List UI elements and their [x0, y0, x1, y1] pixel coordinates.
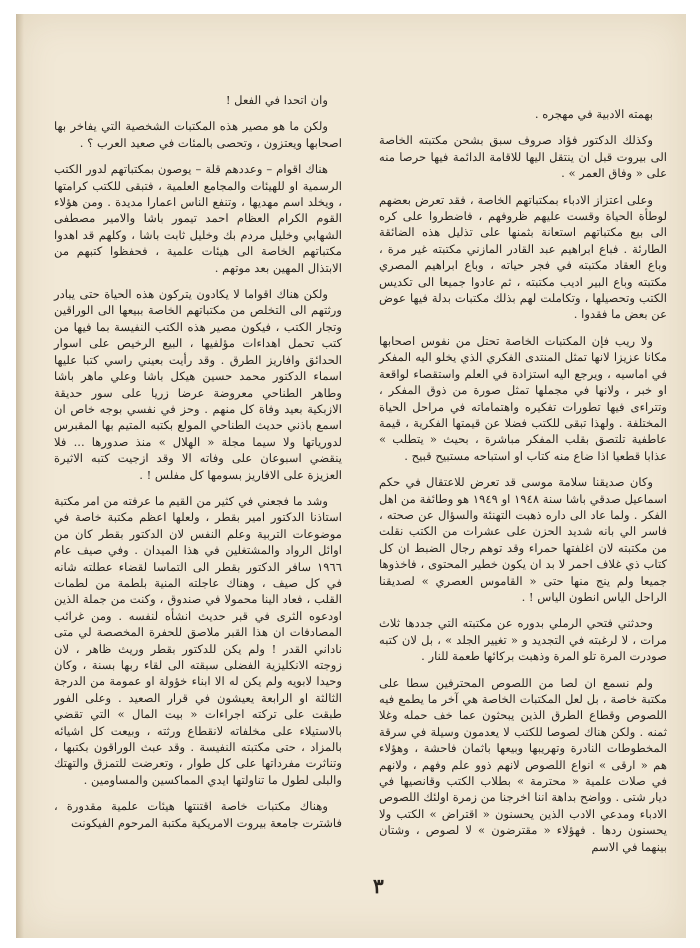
paragraph: وهناك مكتبات خاصة اقتنتها هيئات علمية مقدورة ، فاشترت جامعة بيروت الامريكية مكتبة المرحوم الفيكونت [54, 799, 342, 830]
paragraph: وكان صديقنا سلامة موسى قد تعرض للاعتقال في حكم اسماعيل صدقي باشا سنة ١٩٤٨ او ١٩٤٩ هو وطائفة من اهل الفكر . ولما عاد الى داره ذهبت التهنئة والسؤال عن صحته ، فاسر الي بانه شديد الحزن على عشرات من الكتب نقلت من مكتبته لان اغلفتها حمراء وقد توهم رجال الضبط ان كل كتاب ذي غلاف احمر لا بد ان يكون خطير المحتوى ، فاخذوها جميعا ولم ينج منها حتى « القاموس العصري » لصديقنا الراحل الياس انطون الياس ! . [379, 475, 667, 604]
paragraph: وكذلك الدكتور فؤاد صروف سبق بشحن مكتبته الخاصة الى بيروت قبل ان ينتقل اليها للاقامة الدائمة فيها حرصا منه على « وفاق العمر » . [379, 133, 667, 181]
paragraph: ولكن هناك اقواما لا يكادون يتركون هذه الحياة حتى يبادر ورثتهم الى التخلص من مكتباتهم الخاصة ببيعها الى الوراقين وتجار الكتب ، فيكون مصير هذه الكتب النفيسة بما فيها من كتب تحمل اهداءات مؤلفيها ، البيع الرخيص على اسوار الحدائق وافاريز الطرق . وقد رأيت بعيني راسي كتبا عليها اسماء الدكتور محمد حسين هيكل باشا وعلي ماهر باشا وطاهر الطناحي معروضة عرضا زريا على سور حديقة الازبكية بعيد وفاة كل منهم . وحز في نفسي بوجه خاص ان اسمع باذني حديث الطناحي المولع بكتبه المتيم بها المقبرس لدورياتها ولا سيما مجلة « الهلال » منذ صدورها ... فلا ينقضي اسبوعان على وفاته الا وقد ازجيت كتبه الاثيرة العزيزة على الافاريز بسومها كل مفلس ! . [54, 287, 342, 482]
page-number: ٣ [373, 874, 384, 898]
article-column-right [379, 106, 667, 865]
paragraph: هناك اقوام – وعددهم قلة – يوصون بمكتباتهم لدور الكتب الرسمية او للهيئات والمجامع العلمية ، فتبقى للكتب كرامتها ، ويخلد اسم مهديها ، وتنفع الناس اعمارا مديدة . ومن هؤلاء القوم الكرام العظام احمد تيمور باشا والامير مصطفى الشهابي وخليل مردم بك وخليل ثابت باشا ، وكلهم قد اهدوا مكتباتهم الخاصة الى هيئات علمية ، فحفظوا كتبهم من الابتذال المهين بعد موتهم . [54, 162, 342, 275]
paragraph: ولا ريب فإن المكتبات الخاصة تحتل من نفوس اصحابها مكانا عزيزا لانها تمثل المنتدى الفكري الذي يخلو اليه المفكر في اماسيه ، ويرجع اليه استزادة في العلم واستقصاء لواقعة او خبر ، ولانها في مجملها تمثل صورة من ذوق المفكر ، وتتراءى فيها تطورات تفكيره واهتماماته في مراحل الحياة المختلفة . ولهذا تبقى للكتب فضلا عن قيمتها الفكرية ، قيمة عاطفية تلتصق بقلب المفكر مباشرة ، بحيث « يتطلب » عذابا قطعيا اذا ضاع منه كتاب او استباحه مستبيح قبيح . [379, 333, 667, 463]
paragraph: وحدثني فتحي الرملي بدوره عن مكتبته التي جددها ثلاث مرات ، لا لرغبته في التجديد و « تغيير الجلد » ، بل لان كتبه صودرت المرة تلو المرة وذهبت بركائها طعمة للنار . [379, 616, 667, 664]
paragraph: وشد ما فجعني في كثير من القيم ما عرفته من امر مكتبة استاذنا الدكتور امير بقطر ، ولعلها اعظم مكتبة خاصة في موضوعات التربية وعلم النفس لان الدكتور بقطر كان من اوائل الرواد والمشتغلين في هذا الميدان . وفي صيف عام ١٩٦٦ سافر الدكتور بقطر الى التماسا لقضاء عطلته شانه في كل صيف ، وهناك عاجلته المنية بلطمة من لطمات القلب ، فعاد الينا محمولا في صندوق ، وكنت من جملة الذين اودعوه الثرى في قبر حديث انشأه لنفسه . ومن غرائب المصادفات ان هذا القبر ملاصق للحفرة المخصصة لي متى ناداني القدر ! ولم يكن للدكتور بقطر وريث ظاهر ، لان زوجته الانكليزية الفضلى سبقته الى لقاء ربها بسنة ، وكان وحيدا لابويه ولم يكن له الا ابناء خؤولة او عمومة من الدرجة الثالثة او الرابعة يعيشون في قرار الصعيد . وعلى الفور طبقت على تركته اجراءات « بيت المال » التي تقضي بالاستيلاء على مخلفاته لانقطاع ورثته ، وبيعت كل اشيائه بالمزاد ، حتى مكتبته النفيسة . وقد عبث الوراقون بكتبها ، وتناثرت مفرداتها على كل طوار ، وتعرضت للتمزق والتهتك والبلى لطول ما تناولتها ايدي المماكسين والمساومين . [54, 493, 342, 787]
paragraph: وعلى اعتزاز الادباء بمكتباتهم الخاصة ، فقد تعرض بعضهم لوطأة الحياة وقست عليهم ظروفهم ، فاضطروا على كره الى بيع مكتباتهم استعانة بثمنها على تذليل هذه الضائقة الطارئة . فباع ابراهيم عبد القادر المازني مكتبته غير مرة ، وباع العقاد مكتبته في فجر حياته ، وباع ابراهيم المصري مكتبته وباع البير اديب مكتبته ، ثم عادوا جميعا الى تكديس الكتب وتحصيلها ، وتكاملت لهم بذلك مكتبات بدلة فيها عوض عن بعض ما فقدوا . [379, 192, 667, 322]
paragraph: وان اتحدا في الفعل ! [225, 93, 328, 107]
page-binding-shadow [16, 14, 24, 938]
paragraph: ولكن ما هو مصير هذه المكتبات الشخصية التي يفاخر بها اصحابها ويعتزون ، وتحصى بالمئات في صعيد العرب ؟ . [54, 119, 342, 150]
paragraph: ولم نسمع ان لصا من اللصوص المحترفين سطا على مكتبة خاصة ، بل لعل المكتبات الخاصة هي آخر ما يطمع فيه اللصوص وقطاع الطرق الذين يبحثون عما خف حمله وغلا ثمنه . ولكن هناك لصوصا للكتب لا يعدمون وسيلة في سرقة المخطوطات النادرة وتهريبها وبيعها باثمان فاحشة ، وهؤلاء هم « ارقى » انواع اللصوص لانهم ذوو علم وفهم ، ولانهم في صلات علمية « محترمة » بطلاب الكتب وقانصيها في ديار شتى . وواضح بداهة اننا اخرجنا من زمرة اولئك اللصوص الادباء ومدعي الادب الذين يحسنون « اقتراض » الكتب ولا يحسنون ردها . فهؤلاء « مقترضون » لا لصوص ، وشتان بينهما في الاسم [379, 675, 667, 854]
paragraph: بهمته الادبية في مهجره . [534, 107, 653, 121]
article-column-left [54, 92, 342, 841]
document-page [16, 14, 686, 938]
